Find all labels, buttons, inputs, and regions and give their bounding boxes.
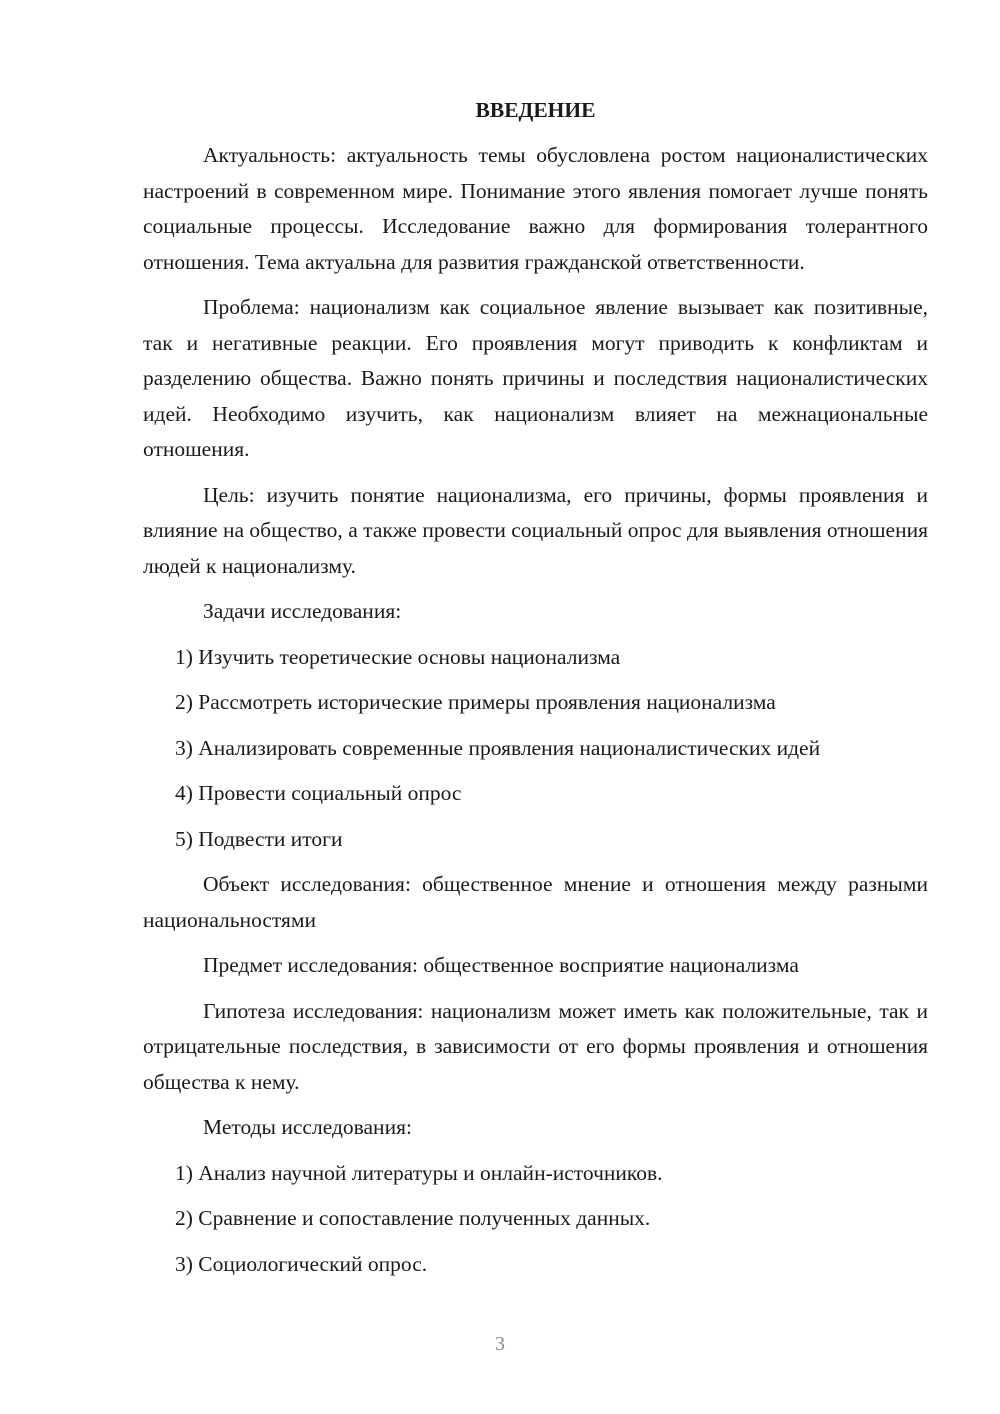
page-title: ВВЕДЕНИЕ — [475, 98, 596, 122]
hypothesis-paragraph: Гипотеза исследования: национализм может иметь как положительные, так и отрицательные последствия, в зависимости от его формы проявления и отношения общества к нему. — [143, 998, 928, 1094]
object-paragraph: Объект исследования: общественное мнение и отношения между разными национальностями — [143, 872, 928, 932]
methods-list — [143, 1156, 928, 1283]
list-item: 1) Изучить теоретические основы национализма — [175, 644, 621, 669]
methods-heading: Методы исследования: — [203, 1115, 412, 1139]
list-item: 4) Провести социальный опрос — [175, 781, 462, 805]
problem-paragraph: Проблема: национализм как социальное явление вызывает как позитивные, так и негативные реакции. Его проявления могут приводить к конфликтам и разделению общества. Важно понять причины и последствия националистических идей. Необходимо изучить, как национализм влияет на межнациональные отношения. — [143, 295, 928, 461]
document-page — [143, 92, 928, 1292]
tasks-list — [143, 640, 928, 858]
list-item: 1) Анализ научной литературы и онлайн-источников. — [175, 1160, 663, 1185]
list-item: 2) Сравнение и сопоставление полученных данных. — [175, 1206, 651, 1230]
goal-paragraph: Цель: изучить понятие национализма, его причины, формы проявления и влияние на общество, а также провести социальный опрос для выявления отношения людей к национализму. — [143, 482, 928, 578]
subject-paragraph: Предмет исследования: общественное восприятие национализма — [203, 953, 799, 977]
relevance-paragraph: Актуальность: актуальность темы обусловлена ростом националистических настроений в современном мире. Понимание этого явления помогает лучше понять социальные процессы. Исследование важно для формирования толерантного отношения. Тема актуальна для развития гражданской ответственности. — [143, 143, 928, 274]
list-item: 3) Анализировать современные проявления националистических идей — [175, 735, 821, 760]
list-item: 2) Рассмотреть исторические примеры проявления национализма — [175, 690, 776, 714]
tasks-heading: Задачи исследования: — [203, 599, 402, 623]
list-item: 5) Подвести итоги — [175, 826, 343, 851]
page-number: 3 — [495, 1333, 505, 1355]
list-item: 3) Социологический опрос. — [175, 1251, 428, 1276]
